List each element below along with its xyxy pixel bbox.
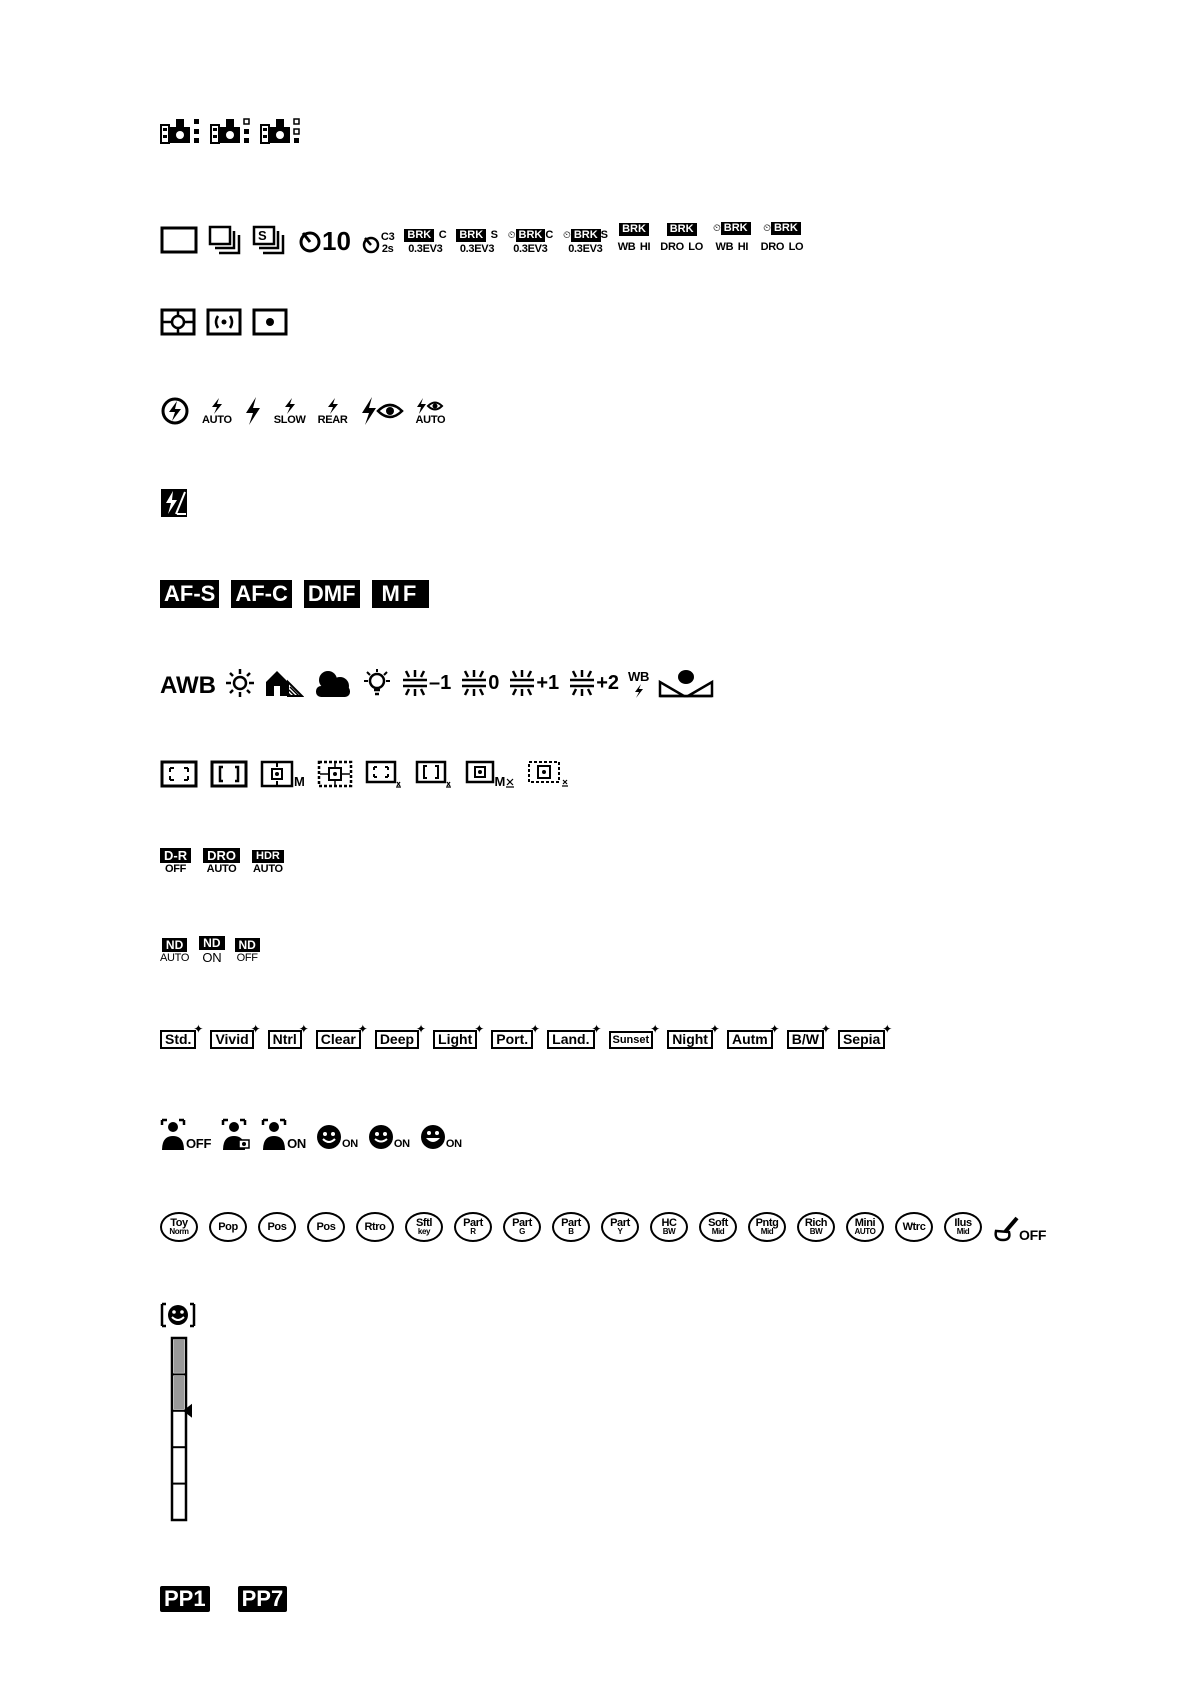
- row-creative-styles: [160, 1022, 893, 1049]
- picture-effect-label: Soft: [708, 1216, 728, 1229]
- timer-brk-wb-hi-icon: [713, 218, 751, 255]
- creative-style-label: Land.: [547, 1030, 594, 1049]
- brk-s-letter: S: [490, 229, 498, 241]
- brk-ev: 0.3EV3: [513, 243, 548, 255]
- focus-mode-badge: MF: [372, 580, 430, 608]
- picture-effect-sublabel: Mid: [711, 1227, 725, 1237]
- nd-badge: ND: [235, 938, 260, 952]
- sparkle-icon: ✦: [415, 1022, 427, 1036]
- face-detection-off-icon: [160, 1118, 211, 1150]
- smile-level-indicator: [160, 1302, 200, 1527]
- picture-effect-label: Sftl: [415, 1216, 433, 1229]
- movie-camera-icon: [160, 115, 202, 145]
- brk-c-icon: [404, 225, 446, 255]
- sparkle-icon: ✦: [650, 1022, 661, 1037]
- picture-effect-sublabel: AUTO: [854, 1227, 876, 1237]
- face-detection-on-icon: [261, 1118, 306, 1150]
- nd-mode-label: OFF: [236, 952, 258, 964]
- fluorescent-level: +1: [536, 671, 560, 694]
- creative-style-label: Deep: [375, 1030, 419, 1049]
- creative-style-icon: [667, 1022, 720, 1049]
- brk-s-icon: [456, 225, 497, 255]
- level-segment: [174, 1485, 184, 1518]
- row-face-detection: [160, 1118, 462, 1150]
- flash-auto-label: AUTO: [202, 414, 232, 426]
- brk-s-letter: S: [600, 229, 608, 241]
- level-pointer-icon: [183, 1404, 192, 1418]
- flash-bolt-icon: [283, 398, 297, 414]
- smile-shutter-icon: [368, 1124, 410, 1150]
- dro-auto-badge: DRO: [203, 848, 240, 863]
- timer-small-icon: ⏲: [563, 230, 571, 241]
- red-eye-flash-icon: [360, 396, 404, 426]
- row-picture-profiles: [160, 1586, 287, 1612]
- continuous-shot-icon: [208, 225, 242, 255]
- flash-off-icon: [160, 396, 190, 426]
- level-segment: [174, 1412, 184, 1445]
- flash-bolt-icon: [326, 398, 340, 414]
- picture-effect-icon: [258, 1212, 296, 1242]
- picture-effect-icon: [160, 1212, 198, 1242]
- creative-style-icon: [433, 1022, 485, 1049]
- daylight-icon: [225, 668, 255, 698]
- brk-ev: 0.3EV3: [568, 243, 603, 255]
- hdr-auto-badge: HDR: [252, 850, 284, 863]
- picture-effect-sublabel: Mid: [760, 1227, 774, 1237]
- picture-effect-label: Rtro: [364, 1220, 386, 1233]
- timer-brk-c-icon: [508, 225, 553, 255]
- nd-badge: ND: [162, 938, 187, 952]
- picture-effect-label: Part: [512, 1216, 532, 1229]
- smile-on-label: ON: [393, 1138, 410, 1150]
- s-mark: S: [258, 228, 267, 243]
- brk-badge: BRK: [456, 229, 486, 242]
- creative-style-icon: [316, 1022, 368, 1049]
- picture-effect-sublabel: G: [519, 1227, 525, 1237]
- picture-effect-label: Ilus: [954, 1216, 972, 1229]
- focus-mode-badge: DMF: [304, 580, 360, 608]
- creative-style-icon: [160, 1022, 204, 1049]
- picture-effect-sublabel: B: [568, 1227, 574, 1237]
- row-nd-filter: [160, 936, 260, 964]
- smile-level-meter: [160, 1302, 200, 1522]
- sparkle-icon: ✦: [530, 1022, 541, 1036]
- creative-style-icon: [727, 1022, 780, 1049]
- brk-badge: BRK: [571, 229, 601, 242]
- picture-effect-label: Pos: [267, 1220, 287, 1233]
- picture-effect-sublabel: Norm: [169, 1227, 189, 1237]
- awb-label: AWB: [160, 672, 216, 699]
- tracking-flexible-spot-icon: [527, 760, 571, 788]
- brk-dro-lo-icon: [660, 223, 703, 255]
- picture-effect-off-label: OFF: [1019, 1227, 1047, 1243]
- movie-camera-icon: [210, 115, 252, 145]
- row-picture-effects: [160, 1212, 1046, 1242]
- face-detect-off-label: OFF: [186, 1136, 212, 1151]
- brk-ev: 0.3EV3: [408, 243, 443, 255]
- nd-badge: ND: [199, 936, 224, 950]
- row-focus-area: [160, 760, 571, 788]
- picture-effect-label: Toy: [170, 1216, 188, 1229]
- c3-time: 2s: [381, 243, 394, 255]
- nd-mode-label: ON: [202, 950, 222, 965]
- flash-wb-label: WB: [628, 669, 650, 684]
- hdr-auto-icon: [252, 850, 284, 875]
- creative-style-label: Light: [433, 1030, 477, 1049]
- picture-effect-label: Rich: [804, 1216, 828, 1229]
- brk-wb-hi-icon: [618, 223, 651, 255]
- fluorescent-level: 0: [488, 671, 500, 694]
- smile-on-label: ON: [445, 1138, 462, 1150]
- red-eye-small-icon: [416, 398, 444, 414]
- face-bracket-icon: [162, 1304, 194, 1326]
- fill-flash-icon: [244, 396, 262, 426]
- picture-effect-sublabel: R: [470, 1227, 476, 1237]
- creative-style-label: Night: [667, 1030, 713, 1049]
- creative-style-label: Port.: [491, 1030, 533, 1049]
- level-segment: [174, 1340, 184, 1373]
- incandescent-icon: [362, 668, 392, 698]
- timer-small-icon: ⏲: [712, 223, 721, 234]
- focus-mode-badge: AF-S: [160, 580, 219, 608]
- smile-on-label: ON: [342, 1138, 358, 1150]
- underwater-wb-icon: [658, 668, 714, 698]
- fluorescent-level: +2: [596, 671, 619, 694]
- face-detect-on-label: ON: [287, 1136, 306, 1151]
- creative-style-label: Sepia: [838, 1030, 885, 1049]
- creative-style-icon: [547, 1022, 602, 1049]
- timer-brk-s-icon: [563, 225, 608, 255]
- tracking-wide-icon: [365, 760, 403, 788]
- dro-label: DRO: [660, 241, 684, 253]
- picture-effect-icon: [454, 1212, 492, 1242]
- center-metering-icon: [206, 308, 242, 336]
- flash-rear-label: REAR: [317, 414, 348, 426]
- tracking-center-icon: [465, 760, 516, 788]
- brk-ev: 0.3EV3: [459, 243, 495, 255]
- row-flash-comp: [160, 488, 188, 518]
- wb-label: WB: [617, 241, 636, 253]
- picture-effect-label: Part: [463, 1216, 483, 1229]
- picture-effect-icon: [356, 1212, 394, 1242]
- picture-effect-off-icon: [993, 1216, 1046, 1242]
- tracking-zone-icon: [415, 760, 453, 788]
- creative-style-icon: [491, 1022, 541, 1049]
- level-segment: [174, 1449, 184, 1482]
- cloudy-icon: [313, 668, 353, 698]
- flash-auto-icon: [202, 398, 232, 426]
- creative-style-icon: [375, 1022, 427, 1049]
- sparkle-icon: ✦: [820, 1022, 831, 1036]
- dro-auto-label: AUTO: [206, 863, 237, 875]
- picture-effect-icon: [552, 1212, 590, 1242]
- level-segment: [174, 1376, 184, 1409]
- picture-effect-icon: [797, 1212, 835, 1242]
- picture-effect-icon: [650, 1212, 688, 1242]
- wide-focus-area-icon: [160, 760, 198, 788]
- smile-shutter-icon: [420, 1124, 462, 1150]
- creative-style-label: Sunset: [609, 1031, 654, 1049]
- picture-effect-label: Wtrc: [902, 1220, 926, 1233]
- brk-c-letter: C: [545, 229, 553, 241]
- hdr-auto-label: AUTO: [253, 863, 283, 875]
- shade-icon: [264, 668, 304, 698]
- creative-style-label: Autm: [727, 1030, 773, 1049]
- sparkle-icon: ✦: [709, 1022, 720, 1036]
- picture-effect-label: HC: [661, 1216, 677, 1229]
- creative-style-icon: [787, 1022, 831, 1049]
- picture-effect-icon: [209, 1212, 247, 1242]
- nd-auto-icon: [160, 938, 189, 964]
- sparkle-icon: ✦: [357, 1022, 368, 1036]
- brk-badge: BRK: [771, 222, 801, 235]
- focus-mode-badge: AF-C: [231, 580, 292, 608]
- red-eye-auto-label: AUTO: [415, 414, 446, 426]
- nd-on-icon: [199, 936, 224, 964]
- focus-area-m-label: M: [294, 774, 305, 789]
- brk-badge: BRK: [667, 223, 697, 236]
- single-shot-icon: [160, 225, 198, 255]
- brk-badge: BRK: [619, 223, 649, 236]
- picture-effect-label: Part: [561, 1216, 581, 1229]
- sparkle-icon: ✦: [250, 1022, 261, 1036]
- picture-effect-label: Mini: [854, 1216, 876, 1229]
- picture-effect-icon: [405, 1212, 443, 1242]
- picture-effect-label: Part: [610, 1216, 630, 1229]
- picture-effect-sublabel: BW: [809, 1227, 823, 1237]
- picture-effect-icon: [503, 1212, 541, 1242]
- picture-effect-label: Pntg: [755, 1216, 779, 1229]
- picture-effect-sublabel: BW: [662, 1227, 676, 1237]
- creative-style-label: B/W: [787, 1030, 824, 1049]
- face-registered-icon: [221, 1118, 251, 1150]
- creative-style-icon: [268, 1022, 309, 1049]
- picture-effect-icon: [846, 1212, 884, 1242]
- dro-off-label: OFF: [165, 863, 187, 875]
- creative-style-label: Ntrl: [268, 1030, 302, 1049]
- tracking-mark-icon: [505, 778, 515, 788]
- picture-effect-icon: [748, 1212, 786, 1242]
- wb-label: WB: [715, 241, 734, 253]
- row-movie-modes: [160, 115, 302, 145]
- creative-style-label: Std.: [160, 1030, 196, 1049]
- picture-effect-sublabel: Y: [617, 1227, 623, 1237]
- flexible-spot-icon: [317, 760, 353, 788]
- dro-auto-icon: [203, 848, 240, 875]
- row-metering: [160, 308, 288, 336]
- dro-off-icon: [160, 848, 191, 875]
- picture-effect-icon: [895, 1212, 933, 1242]
- center-focus-area-icon: [260, 760, 305, 788]
- flash-compensation-icon: [160, 488, 188, 518]
- brk-badge: BRK: [404, 229, 434, 242]
- hi-label: HI: [737, 241, 749, 253]
- c3-label: C3: [380, 231, 395, 243]
- sparkle-icon: ✦: [591, 1022, 602, 1036]
- flash-wb-icon: [628, 670, 649, 698]
- row-focus-modes: [160, 580, 429, 608]
- fluorescent-icon: [401, 668, 451, 698]
- creative-style-label: Clear: [316, 1030, 361, 1049]
- sparkle-icon: ✦: [882, 1022, 893, 1036]
- flash-slow-label: SLOW: [273, 414, 306, 426]
- brk-c-letter: C: [438, 229, 447, 241]
- dro-off-badge: D-R: [160, 848, 191, 863]
- lo-label: LO: [688, 241, 703, 253]
- creative-style-icon: [838, 1022, 893, 1049]
- spot-metering-icon: [252, 308, 288, 336]
- flash-bolt-icon: [633, 684, 645, 698]
- movie-camera-icon: [260, 115, 302, 145]
- sparkle-icon: ✦: [769, 1022, 780, 1036]
- creative-style-label: Vivid: [210, 1030, 253, 1049]
- slow-sync-icon: [274, 398, 306, 426]
- picture-effect-icon: [944, 1212, 982, 1242]
- row-dro-hdr: [160, 848, 284, 875]
- sparkle-icon: ✦: [474, 1022, 485, 1036]
- row-white-balance: [160, 668, 714, 698]
- row-drive-modes: [160, 218, 803, 255]
- row-flash-modes: [160, 396, 445, 426]
- fluorescent-icon: [568, 668, 619, 698]
- brk-badge: BRK: [516, 229, 546, 242]
- speed-priority-continuous-icon: [252, 225, 288, 255]
- zone-focus-area-icon: [210, 760, 248, 788]
- focus-area-m-label: M: [494, 774, 506, 789]
- brk-badge: BRK: [721, 222, 751, 235]
- picture-profile-badge: PP1: [160, 1586, 210, 1612]
- multi-metering-icon: [160, 308, 196, 336]
- timer-small-icon: ⏲: [763, 223, 771, 234]
- picture-effect-label: Pop: [218, 1220, 238, 1233]
- picture-effect-label: Pos: [316, 1220, 336, 1233]
- timer-brk-dro-lo-icon: [761, 218, 804, 255]
- sparkle-icon: ✦: [298, 1022, 309, 1036]
- sparkle-icon: ✦: [193, 1022, 204, 1036]
- picture-profile-badge: PP7: [238, 1586, 288, 1612]
- brush-icon: [993, 1216, 1019, 1242]
- picture-effect-icon: [307, 1212, 345, 1242]
- flash-bolt-icon: [210, 398, 224, 414]
- rear-sync-icon: [318, 398, 348, 426]
- self-timer-seconds: 10: [322, 226, 351, 256]
- timer-small-icon: ⏲: [507, 230, 516, 241]
- picture-effect-sublabel: key: [417, 1227, 431, 1237]
- nd-off-icon: [235, 938, 260, 964]
- hi-label: HI: [639, 241, 651, 253]
- red-eye-auto-icon: [416, 398, 446, 426]
- self-timer-continuous-icon: [361, 231, 394, 255]
- fluorescent-icon: [508, 668, 559, 698]
- dro-label: DRO: [760, 241, 785, 253]
- creative-style-icon: [210, 1022, 261, 1049]
- picture-effect-icon: [699, 1212, 737, 1242]
- lo-label: LO: [788, 241, 804, 253]
- self-timer-icon: [298, 227, 351, 255]
- smile-shutter-icon: [316, 1124, 358, 1150]
- picture-effect-icon: [601, 1212, 639, 1242]
- picture-effect-sublabel: Mid: [956, 1227, 970, 1237]
- creative-style-icon: [609, 1022, 661, 1049]
- fluorescent-icon: [460, 668, 499, 698]
- fluorescent-level: –1: [429, 671, 452, 694]
- nd-mode-label: AUTO: [160, 952, 190, 964]
